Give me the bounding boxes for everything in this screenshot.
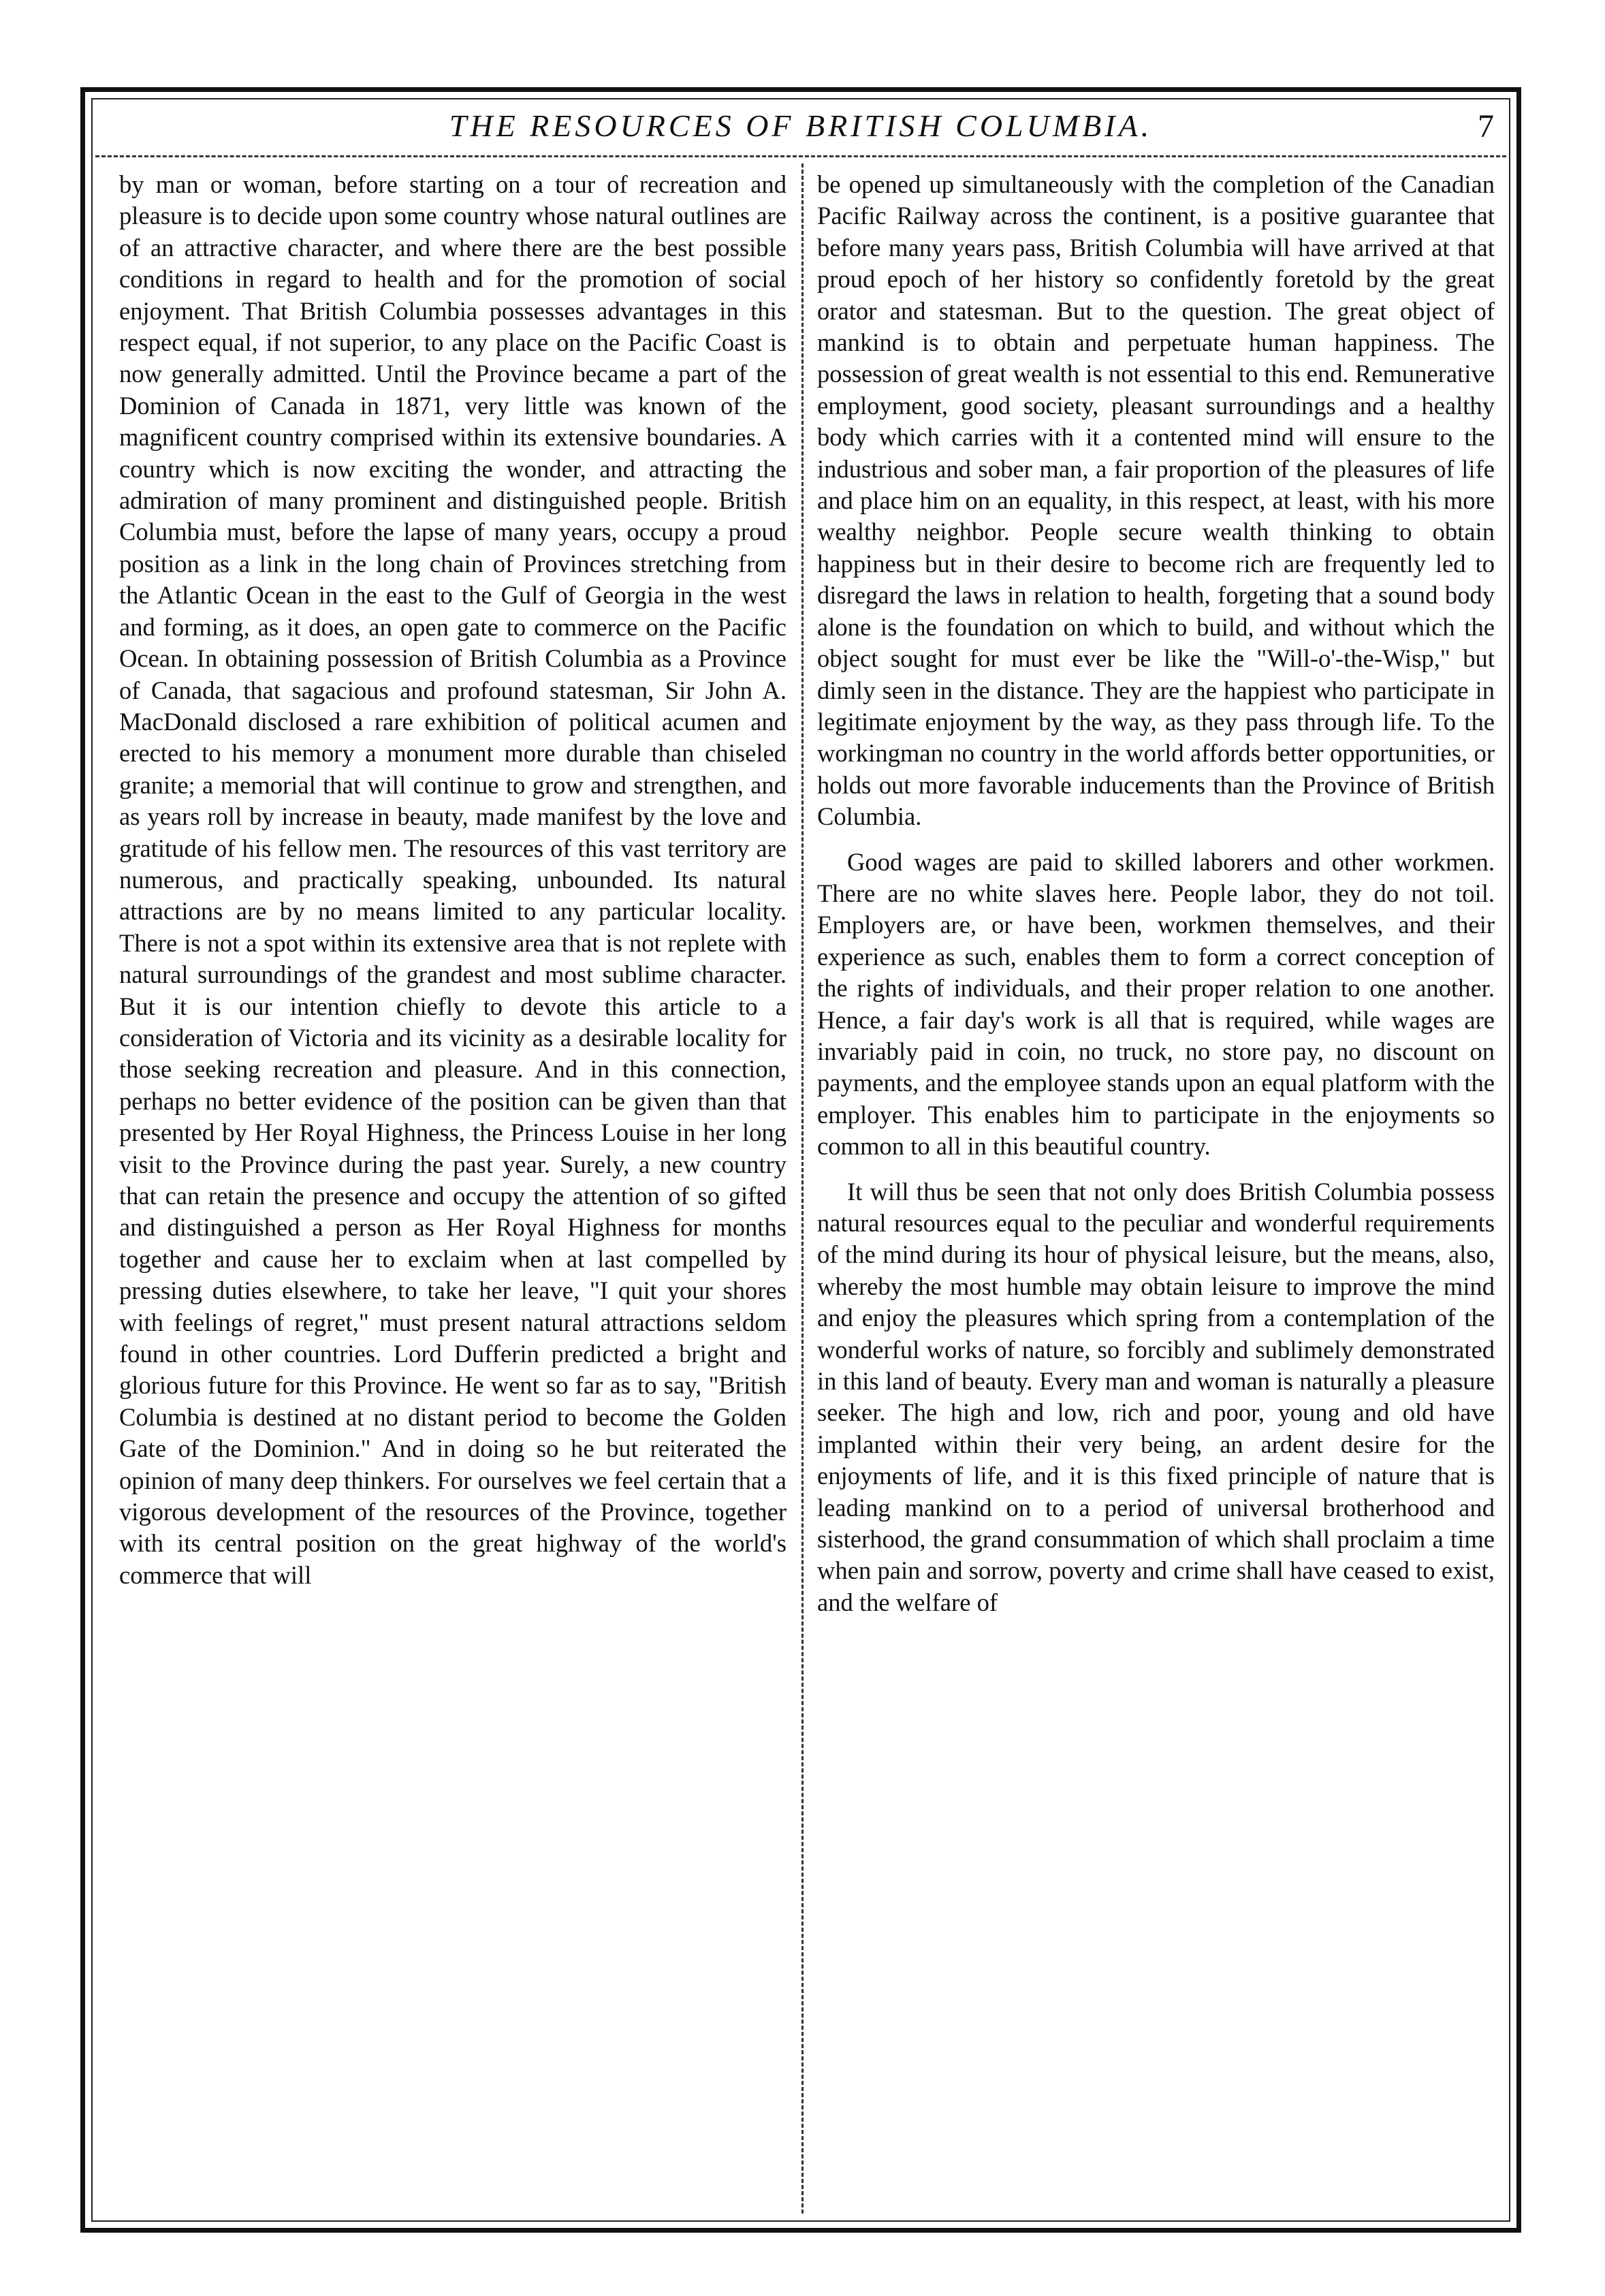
running-title: THE RESOURCES OF BRITISH COLUMBIA. bbox=[449, 108, 1153, 143]
page-header bbox=[91, 108, 1510, 155]
paragraph: by man or woman, before starting on a tour of recreation and pleasure is to decide upon some country whose natural outlines are of an attractive character, and where there are the best possible conditions in regard to health and for the promotion of social enjoyment. That British Columbia possesses advantages in this respect equal, if not superior, to any place on the Pacific Coast is now generally admitted. Until the Province became a part of the Dominion of Canada in 1871, very little was known of the magnificent country comprised within its extensive boundaries. A country which is now exciting the wonder, and attracting the admiration of many prominent and distinguished people. British Columbia must, before the lapse of many years, occupy a proud position as a link in the long chain of Provinces stretching from the Atlantic Ocean in the east to the Gulf of Georgia in the west and forming, as it does, an open gate to commerce on the Pacific Ocean. In obtaining possession of British Columbia as a Province of Canada, that sagacious and profound statesman, Sir John A. MacDonald disclosed a rare exhibition of political acumen and erected to his memory a monument more durable than chiseled granite; a memorial that will continue to grow and strengthen, and as years roll by increase in beauty, made manifest by the love and gratitude of his fellow men. The resources of this vast territory are numerous, and practically speaking, unbounded. Its natural attractions are by no means limited to any particular locality. There is not a spot within its extensive area that is not replete with natural surroundings of the grandest and most sublime character. But it is our intention chiefly to devote this article to a consideration of Victoria and its vicinity as a desirable locality for those seeking recreation and pleasure. And in this connection, perhaps no better evidence of the position can be given than that presented by Her Royal Highness, the Princess Louise in her long visit to the Province during the past year. Surely, a new country that can retain the presence and occupy the attention of so gifted and distinguished a person as Her Royal Highness for months together and cause her to exclaim when at last compelled by pressing duties elsewhere, to take her leave, "I quit your shores with feelings of regret," must present natural attractions seldom found in other countries. Lord Dufferin predicted a bright and glorious future for this Province. He went so far as to say, "British Columbia is destined at no distant period to become the Golden Gate of the Dominion." And in doing so he but reiterated the opinion of many deep thinkers. For ourselves we feel certain that a vigorous development of the resources of the Province, together with its central position on the great highway of the world's commerce that will bbox=[119, 170, 786, 1589]
paragraph: be opened up simultaneously with the completion of the Canadian Pacific Railway across the continent, is a positive guarantee that before many years pass, British Columbia will have arrived at that proud epoch of her history so confidently foretold by the great orator and statesman. But to the question. The great object of mankind is to obtain and perpetuate human happiness. The possession of great wealth is not essential to this end. Remunerative employment, good society, pleasant surroundings and a healthy body which carries with it a contented mind will ensure to the industrious and sober man, a fair proportion of the pleasures of life and place him on an equality, in this respect, at least, with his more wealthy neighbor. People secure wealth thinking to obtain happiness but in their desire to become rich are frequently led to disregard the laws in relation to health, forgeting that a sound body alone is the foundation on which to build, and without which the object sought for must ever be like the "Will-o'-the-Wisp," but dimly seen in the distance. They are the happiest who participate in legitimate enjoyment by the way, as they pass through life. To the workingman no country in the world affords better opportunities, or holds out more favorable inducements than the Province of British Columbia. bbox=[817, 170, 1495, 831]
paragraph: Good wages are paid to skilled laborers and other workmen. There are no white slaves here. People labor, they do not toil. Employers are, or have been, workmen themselves, and their experience as such, enables them to form a correct conception of the rights of individuals, and their proper relation to one another. Hence, a fair day's work is all that is required, while wages are invariably paid in coin, no truck, no store pay, no discount on payments, and the employee stands upon an equal platform with the employer. This enables him to participate in the enjoyments so common to all in this beautiful country. bbox=[817, 847, 1495, 1161]
right-column bbox=[817, 169, 1495, 2209]
column-divider bbox=[801, 163, 804, 2214]
paragraph: It will thus be seen that not only does British Columbia possess natural resources equal to the peculiar and wonderful requirements of the mind during its hour of physical leisure, but the means, also, whereby the most humble may obtain leisure to improve the mind and enjoy the pleasures which spring from a contemplation of the wonderful works of nature, so forcibly and sublimely demonstrated in this land of beauty. Every man and woman is naturally a pleasure seeker. The high and low, rich and poor, young and old have implanted within their very being, an ardent desire for the enjoyments of life, and it is this fixed principle of nature that is leading mankind on to a period of universal brotherhood and sisterhood, the grand consummation of which shall proclaim a time when pain and sorrow, poverty and crime shall have ceased to exist, and the welfare of bbox=[817, 1177, 1495, 1616]
left-column bbox=[119, 169, 786, 2209]
page-number: 7 bbox=[1478, 108, 1494, 144]
header-rule bbox=[95, 155, 1506, 157]
